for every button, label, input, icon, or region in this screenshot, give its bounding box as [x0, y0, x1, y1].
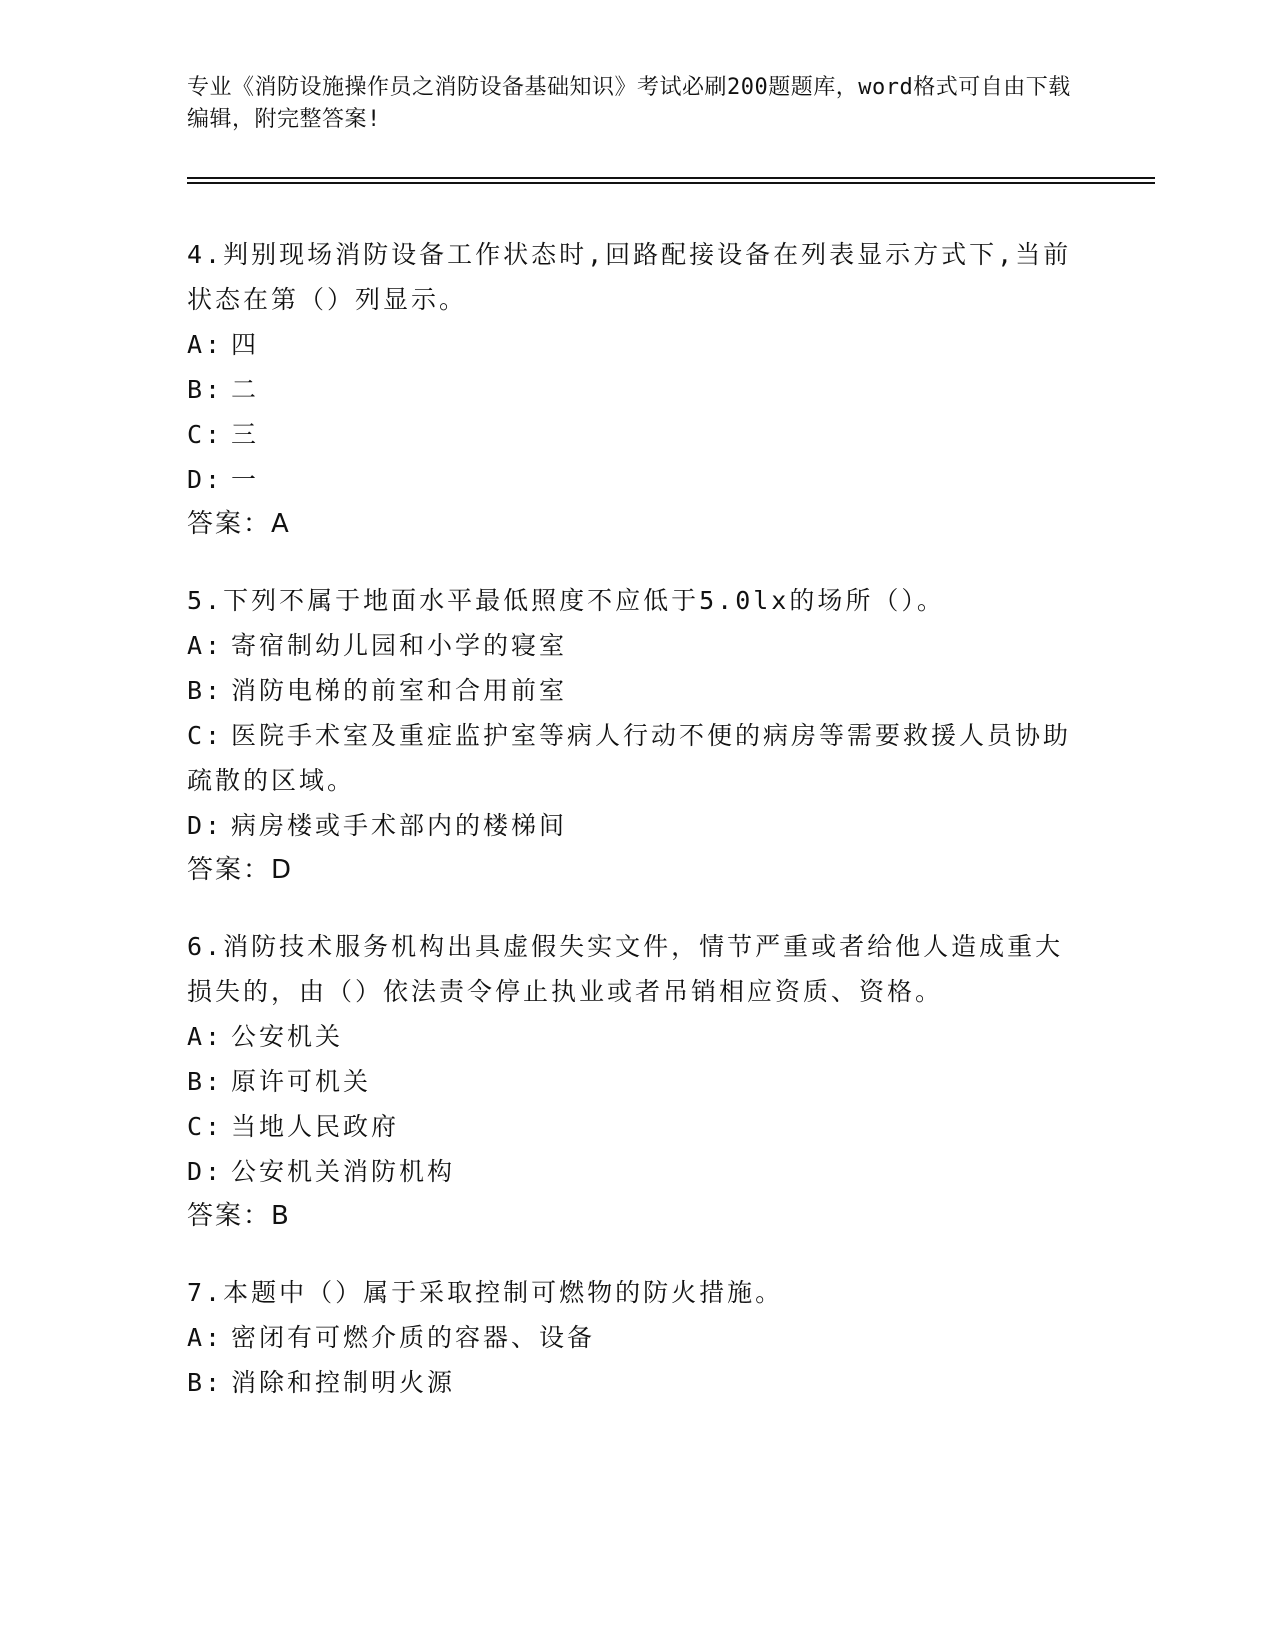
option-text: 公安机关 — [231, 1022, 344, 1051]
option-text: 三 — [231, 420, 260, 449]
option-text: 密闭有可燃介质的容器、设备 — [231, 1323, 596, 1352]
option-d — [187, 1149, 1087, 1194]
option-d — [187, 803, 1087, 848]
option-label: B: — [187, 1067, 224, 1096]
question-text: 6.消防技术服务机构出具虚假失实文件，情节严重或者给他人造成重大损失的，由（）依法责令停止执业或者吊销相应资质、资格。 — [187, 932, 1064, 1006]
option-label: A: — [187, 631, 224, 660]
option-label: C: — [187, 420, 224, 449]
option-label: B: — [187, 676, 224, 705]
option-text: 原许可机关 — [231, 1067, 372, 1096]
option-text: 医院手术室及重症监护室等病人行动不便的病房等需要救援人员协助疏散的区域。 — [187, 721, 1072, 795]
option-a — [187, 1014, 1087, 1059]
header-rule-top — [187, 177, 1155, 179]
option-text: 消除和控制明火源 — [231, 1368, 456, 1397]
option-label: A: — [187, 330, 224, 359]
option-text: 四 — [231, 330, 260, 359]
option-c — [187, 1104, 1087, 1149]
option-text: 二 — [231, 375, 260, 404]
question-text: 4.判别现场消防设备工作状态时,回路配接设备在列表显示方式下,当前状态在第（）列显示。 — [187, 240, 1072, 314]
option-a — [187, 623, 1087, 668]
option-c — [187, 412, 1087, 457]
question-7 — [187, 1270, 1087, 1405]
option-text: 公安机关消防机构 — [231, 1157, 456, 1186]
option-text: 消防电梯的前室和合用前室 — [231, 676, 568, 705]
question-5 — [187, 578, 1087, 893]
answer-line: 答案：B — [187, 1201, 291, 1231]
answer-line: 答案：D — [187, 855, 294, 885]
question-4 — [187, 232, 1087, 547]
header-rule-bottom — [187, 182, 1155, 184]
option-text: 病房楼或手术部内的楼梯间 — [231, 811, 568, 840]
option-b — [187, 668, 1087, 713]
question-6 — [187, 924, 1087, 1239]
option-text: 一 — [231, 465, 260, 494]
option-text: 寄宿制幼儿园和小学的寝室 — [231, 631, 568, 660]
option-label: D: — [187, 811, 224, 840]
option-label: D: — [187, 465, 224, 494]
option-label: A: — [187, 1323, 224, 1352]
option-label: C: — [187, 1112, 224, 1141]
option-b — [187, 1360, 1087, 1405]
option-label: C: — [187, 721, 224, 750]
question-list — [187, 232, 1087, 1436]
document-header: 专业《消防设施操作员之消防设备基础知识》考试必刷200题题库，word格式可自由下载编辑，附完整答案! — [187, 75, 1071, 132]
option-text: 当地人民政府 — [231, 1112, 400, 1141]
question-text: 5.下列不属于地面水平最低照度不应低于5.0lx的场所（）。 — [187, 586, 945, 615]
option-label: B: — [187, 1368, 224, 1397]
answer-line: 答案：A — [187, 509, 291, 539]
option-b — [187, 367, 1087, 412]
option-c — [187, 713, 1087, 803]
option-b — [187, 1059, 1087, 1104]
option-label: A: — [187, 1022, 224, 1051]
option-a — [187, 322, 1087, 367]
option-label: D: — [187, 1157, 224, 1186]
option-label: B: — [187, 375, 224, 404]
option-d — [187, 457, 1087, 502]
question-text: 7.本题中（）属于采取控制可燃物的防火措施。 — [187, 1278, 784, 1307]
option-a — [187, 1315, 1087, 1360]
